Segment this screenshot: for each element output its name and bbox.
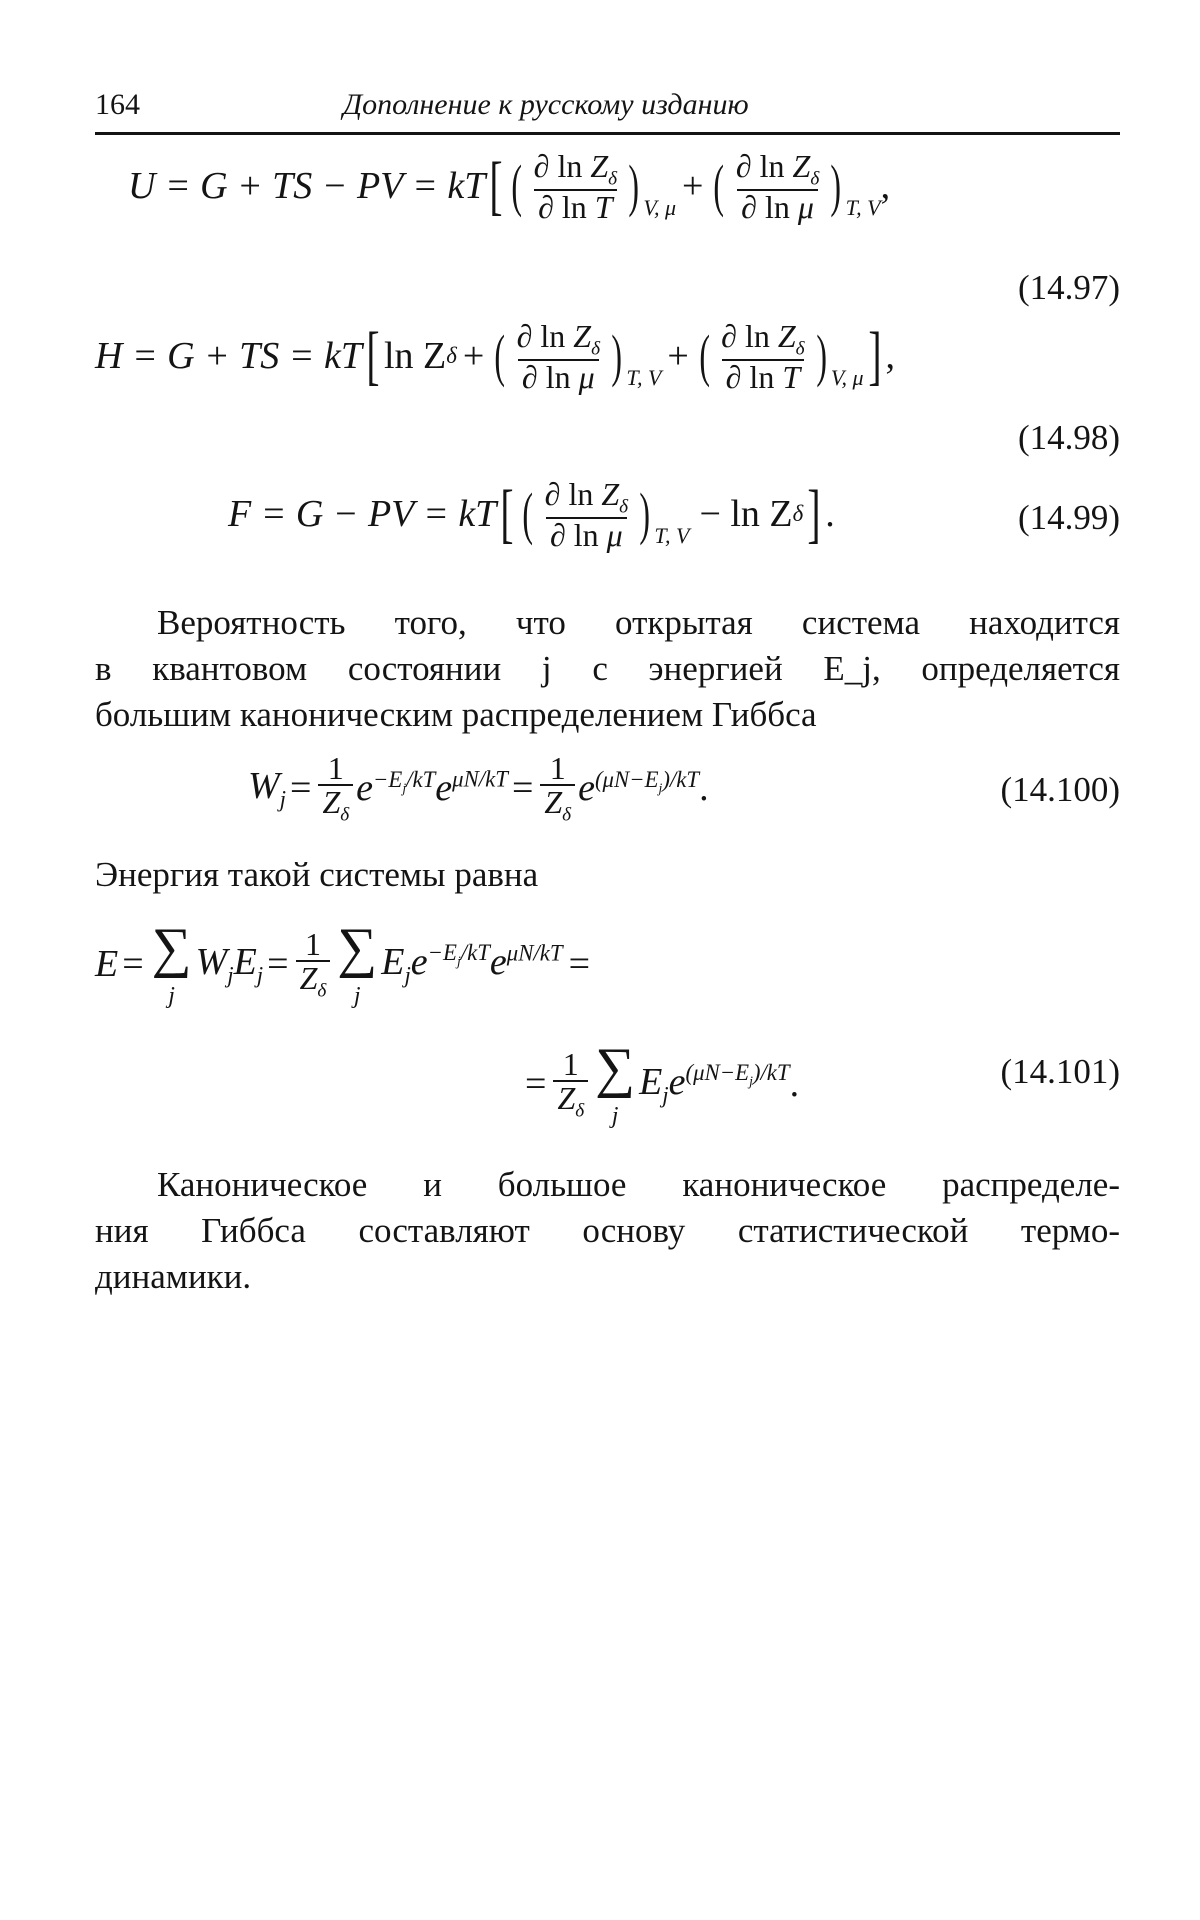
fraction: $\frac{1}{Z_\delta}$ xyxy=(540,752,575,825)
eq-14-99-lhs: F = G − PV = kT xyxy=(228,493,497,536)
fraction: $\frac{\partial \ln Z_\delta}{\text{∂ ln μ}}$ xyxy=(516,318,601,395)
paragraph-line: Каноническое и большое каноническое распределе- xyxy=(157,1165,1120,1204)
running-title: Дополнение к русскому изданию xyxy=(343,88,749,121)
paragraph-line: Энергия такой системы равна xyxy=(95,855,539,894)
eq-14-98-lhs: H = G + TS = kT xyxy=(95,335,362,378)
equation-number-14-100: (14.100) xyxy=(1000,770,1120,809)
fraction: $\frac{\partial \ln Z_\delta}{\text{∂ ln T}}$ xyxy=(721,318,805,395)
fraction: $\frac{1}{Z_\delta}$ xyxy=(553,1048,588,1121)
fraction: $\frac{1}{Z_\delta}$ xyxy=(296,928,331,1001)
running-header xyxy=(95,88,1120,134)
eq-14-97-tail: , xyxy=(880,165,891,208)
eq-14-98-tail: , xyxy=(885,335,896,378)
paragraph-1 xyxy=(95,600,1120,738)
eq-14-99-tail: . xyxy=(825,493,835,536)
fraction: $\frac{\partial \ln Z_\delta}{\text{∂ ln μ}}$ xyxy=(735,148,820,225)
equation-number-14-99: (14.99) xyxy=(1017,498,1120,537)
header-rule xyxy=(95,132,1120,135)
equation-14-99: F = G − PV = kT [ ( $\frac{\partial \ln Z_\delta}{\text{∂ ln μ}}$ ) T, V − ln Z δ ] . xyxy=(228,476,835,553)
equation-14-98: H = G + TS = kT [ ln Z δ + ( $\frac{\partial \ln Z_\delta}{\text{∂ ln μ}}$ ) T, V + ( $\frac{\partial \ln Z_\delta}{\text{∂ ln T}}$ ) V, μ ] , xyxy=(95,318,896,395)
equation-14-101-line-2: = $\frac{1}{Z_\delta}$ ∑ j $E_je^{(\mu N-E_j)/kT}$ . xyxy=(525,1037,800,1129)
equation-number-14-101: (14.101) xyxy=(1000,1052,1120,1091)
sum-symbol: ∑ j xyxy=(337,917,378,1009)
sum-symbol: ∑ j xyxy=(151,917,192,1009)
fraction: $\frac{\partial \ln Z_\delta}{\text{∂ ln μ}}$ xyxy=(544,476,629,553)
sum-symbol: ∑ j xyxy=(595,1037,636,1129)
paragraph-3 xyxy=(95,1162,1120,1300)
fraction: $\frac{\partial \ln Z_\delta}{\text{∂ ln T}}$ xyxy=(533,148,618,225)
equation-14-101-line-1: E = ∑ j $W_jE_j$ = $\frac{1}{Z_\delta}$ ∑ j $E_je^{-E_j/kT}e^{\mu N/kT}$ = xyxy=(95,917,590,1009)
paragraph-2 xyxy=(95,852,1120,898)
eq-14-97-sub1: V, μ xyxy=(643,194,677,220)
paragraph-line: в квантовом состоянии j с энергией E_j, определяется xyxy=(95,649,1120,688)
paragraph-line: большим каноническим распределением Гиббса xyxy=(95,695,817,734)
eq-14-97-lhs: U = G + TS − PV = kT xyxy=(128,165,486,208)
paragraph-line: динамики. xyxy=(95,1257,252,1296)
paragraph-line: ния Гиббса составляют основу статистической термо- xyxy=(95,1211,1120,1250)
eq-14-99-minus-ln: − ln Z xyxy=(699,493,793,536)
eq-14-98-sub2: V, μ xyxy=(830,364,864,390)
equation-number-14-98: (14.98) xyxy=(1017,418,1120,457)
eq-14-97-sub2: T, V xyxy=(845,194,881,220)
page-number: 164 xyxy=(95,88,140,121)
paragraph-line: Вероятность того, что открытая система находится xyxy=(157,603,1120,642)
eq-14-98-term1: ln Z xyxy=(383,335,447,378)
equation-14-100: $W_j$ = $\frac{1}{Z_\delta}$ $e^{-E_j/kT}e^{\mu N/kT}$ = $\frac{1}{Z_\delta}$ $e^{(\mu N-E_j)/kT}$ . xyxy=(248,750,709,826)
equation-14-97: U = G + TS − PV = kT [ ( $\frac{\partial \ln Z_\delta}{\text{∂ ln T}}$ ) V, μ + ( $\frac{\partial \ln Z_\delta}{\text{∂ ln μ}}$ ) T, V , xyxy=(128,148,891,225)
fraction: $\frac{1}{Z_\delta}$ xyxy=(318,752,353,825)
equation-number-14-97: (14.97) xyxy=(1017,268,1120,307)
eq-14-99-sub1: T, V xyxy=(654,522,690,548)
eq-14-98-sub1: T, V xyxy=(626,364,662,390)
